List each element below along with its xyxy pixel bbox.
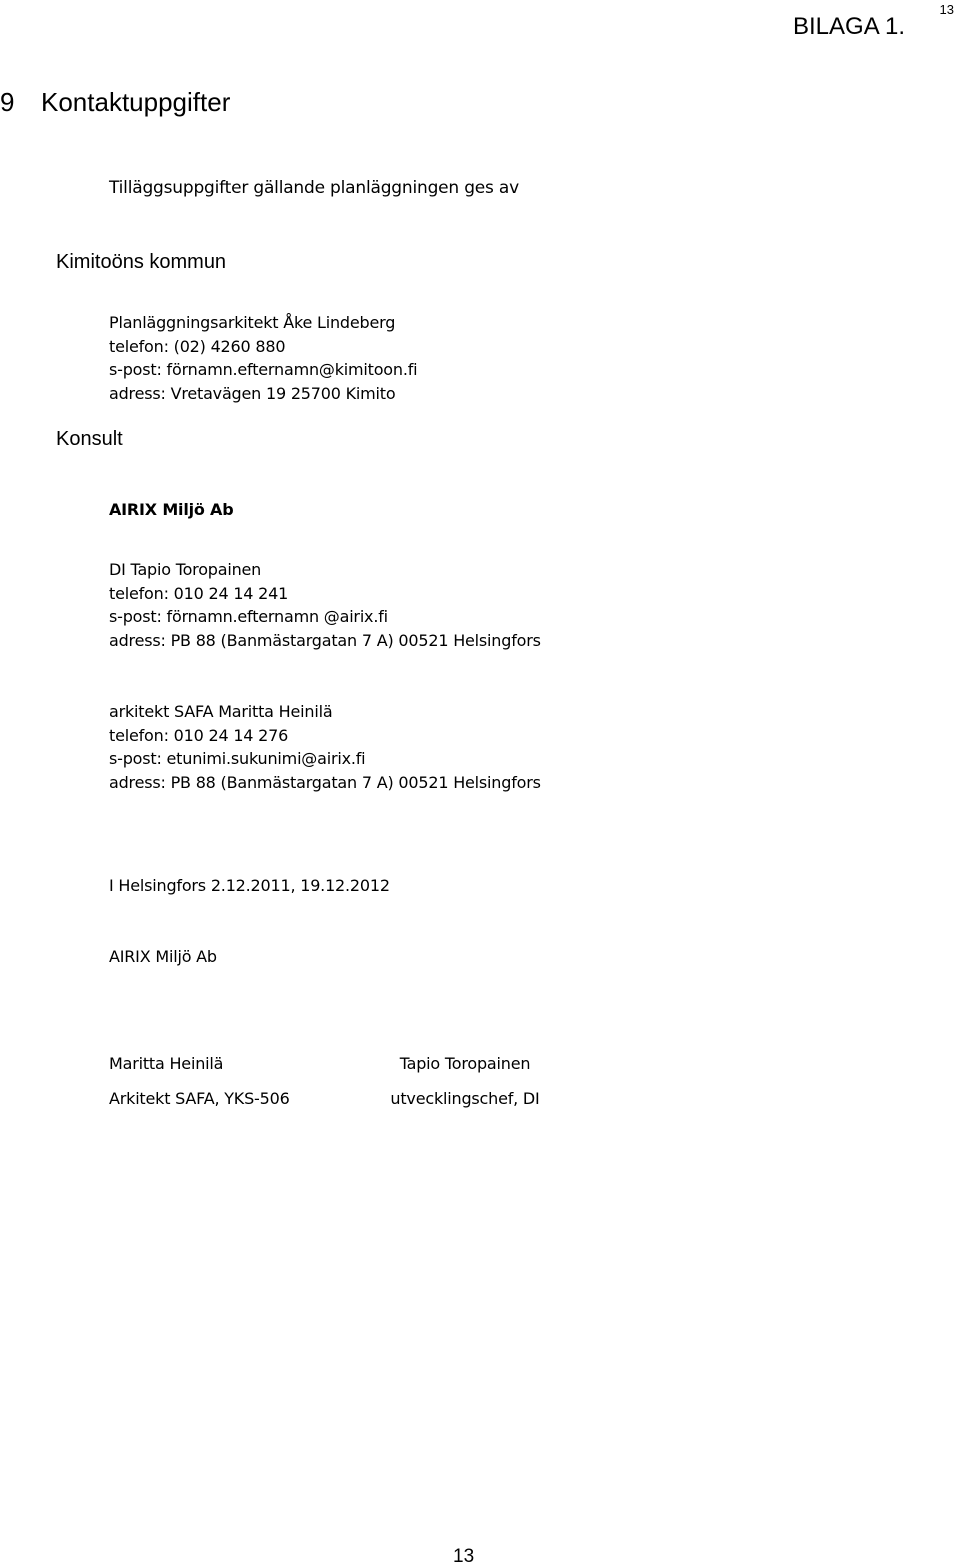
signatory2-title: utvecklingschef, DI xyxy=(390,1089,540,1108)
contact2-email[interactable]: s-post: etunimi.sukunimi@airix.fi xyxy=(109,749,366,768)
place-date: I Helsingfors 2.12.2011, 19.12.2012 xyxy=(109,876,390,895)
municipality-heading: Kimitoöns kommun xyxy=(56,251,227,273)
municipality-contact xyxy=(109,311,417,405)
contact2-address: adress: PB 88 (Banmästargatan 7 A) 00521 Helsingfors xyxy=(109,772,541,792)
contact2-name: arkitekt SAFA Maritta Heinilä xyxy=(109,702,333,721)
section-heading xyxy=(0,87,231,118)
signatory1-name: Maritta Heinilä xyxy=(109,1054,224,1073)
contact1-phone: telefon: 010 24 14 241 xyxy=(109,583,289,603)
contact1-address: adress: PB 88 (Banmästargatan 7 A) 00521 Helsingfors xyxy=(109,630,541,650)
municipality-phone: telefon: (02) 4260 880 xyxy=(109,336,286,356)
signatory1-title: Arkitekt SAFA, YKS-506 xyxy=(109,1089,290,1108)
page-number-top: 13 xyxy=(939,2,954,17)
signatory2-name: Tapio Toropainen xyxy=(399,1054,531,1073)
contact1-name: DI Tapio Toropainen xyxy=(109,560,262,579)
consultant-heading: Konsult xyxy=(56,428,123,450)
consultant-contact-1 xyxy=(109,558,541,652)
municipality-name-line: Planläggningsarkitekt Åke Lindeberg xyxy=(109,313,396,332)
section-title: Kontaktuppgifter xyxy=(41,87,231,117)
intro-text: Tilläggsuppgifter gällande planläggningen ges av xyxy=(109,178,519,198)
signatory-1 xyxy=(109,1052,290,1111)
contact2-phone: telefon: 010 24 14 276 xyxy=(109,725,289,745)
contact1-email[interactable]: s-post: förnamn.efternamn @airix.fi xyxy=(109,607,388,626)
consultant-company: AIRIX Miljö Ab xyxy=(109,500,234,519)
appendix-label: BILAGA 1. xyxy=(793,13,906,40)
page-number-footer: 13 xyxy=(453,1546,475,1567)
consultant-contact-2 xyxy=(109,700,541,794)
municipality-address: adress: Vretavägen 19 25700 Kimito xyxy=(109,383,396,403)
closing-company: AIRIX Miljö Ab xyxy=(109,947,217,966)
section-number: 9 xyxy=(0,87,15,117)
signatory-2 xyxy=(390,1052,540,1111)
municipality-email[interactable]: s-post: förnamn.efternamn@kimitoon.fi xyxy=(109,360,418,379)
